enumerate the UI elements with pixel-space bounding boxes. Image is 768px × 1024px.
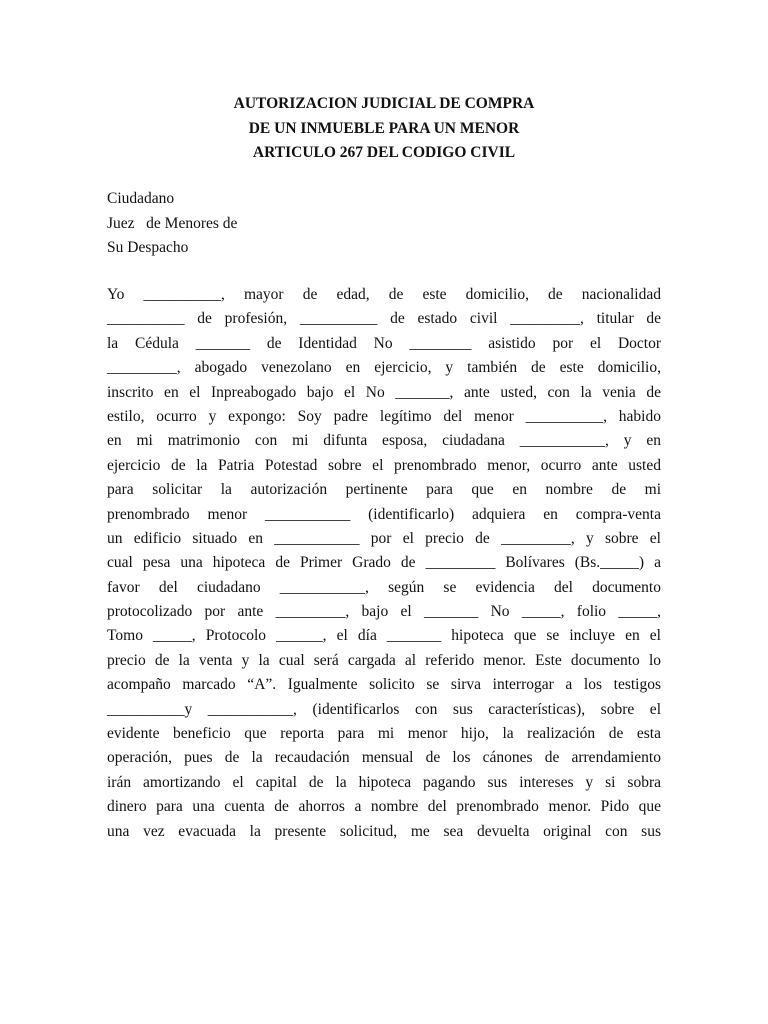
title-line: AUTORIZACION JUDICIAL DE COMPRA — [233, 95, 535, 112]
addressee-line: Su Despacho — [107, 239, 189, 256]
body-line: en mi matrimonio con mi difunta esposa, ciudadana ___________, y en — [107, 432, 661, 450]
body-line: acompaño marcado “A”. Igualmente solicito se sirva interrogar a los testigos — [107, 676, 661, 694]
body-line: prenombrado menor ___________ (identificarlo) adquiera en compra-venta — [107, 505, 661, 523]
body-line: __________ de profesión, __________ de estado civil _________, titular de — [107, 310, 661, 328]
body-line: para solicitar la autorización pertinente para que en nombre de mi — [107, 481, 661, 499]
body-line: estilo, ocurro y expongo: Soy padre legítimo del menor __________, habido — [107, 407, 661, 425]
title-line: ARTICULO 267 DEL CODIGO CIVIL — [252, 144, 516, 161]
body-line: favor del ciudadano ___________, según se evidencia del documento — [107, 578, 661, 596]
body-line: dinero para una cuenta de ahorros a nombre del prenombrado menor. Pido que — [107, 798, 661, 816]
addressee-block — [107, 187, 237, 261]
body-line: Yo __________, mayor de edad, de este domicilio, de nacionalidad — [107, 286, 661, 303]
document-title — [0, 92, 768, 166]
body-line: inscrito en el Inpreabogado bajo el No _______, ante usted, con la venia de — [107, 383, 661, 401]
body-line: operación, pues de la recaudación mensual de los cánones de arrendamiento — [107, 749, 661, 767]
title-line: DE UN INMUEBLE PARA UN MENOR — [248, 119, 520, 137]
body-line: un edificio situado en ___________ por el precio de _________, y sobre el — [107, 529, 661, 547]
body-line: _________, abogado venezolano en ejercicio, y también de este domicilio, — [107, 359, 661, 377]
body-line: la Cédula _______ de Identidad No ________ asistido por el Doctor — [107, 334, 661, 352]
body-line: ejercicio de la Patria Potestad sobre el prenombrado menor, ocurro ante usted — [107, 456, 661, 474]
addressee-line: Juez de Menores de — [107, 214, 238, 232]
body-line: Tomo _____, Protocolo ______, el día _______ hipoteca que se incluye en el — [107, 627, 661, 645]
body-line: irán amortizando el capital de la hipoteca pagando sus intereses y si sobra — [107, 773, 661, 791]
body-line: cual pesa una hipoteca de Primer Grado de _________ Bolívares (Bs._____) a — [107, 554, 661, 572]
body-line: evidente beneficio que reporta para mi menor hijo, la realización de esta — [107, 725, 661, 743]
body-line: __________y ___________, (identificarlos con sus características), sobre el — [107, 700, 661, 718]
body-paragraph — [107, 283, 661, 844]
body-line: precio de la venta y la cual será cargada al referido menor. Este documento lo — [107, 651, 661, 669]
body-line: protocolizado por ante _________, bajo el _______ No _____, folio _____, — [107, 603, 661, 621]
body-line: una vez evacuada la presente solicitud, me sea devuelta original con sus — [107, 822, 661, 840]
addressee-line: Ciudadano — [107, 190, 175, 207]
